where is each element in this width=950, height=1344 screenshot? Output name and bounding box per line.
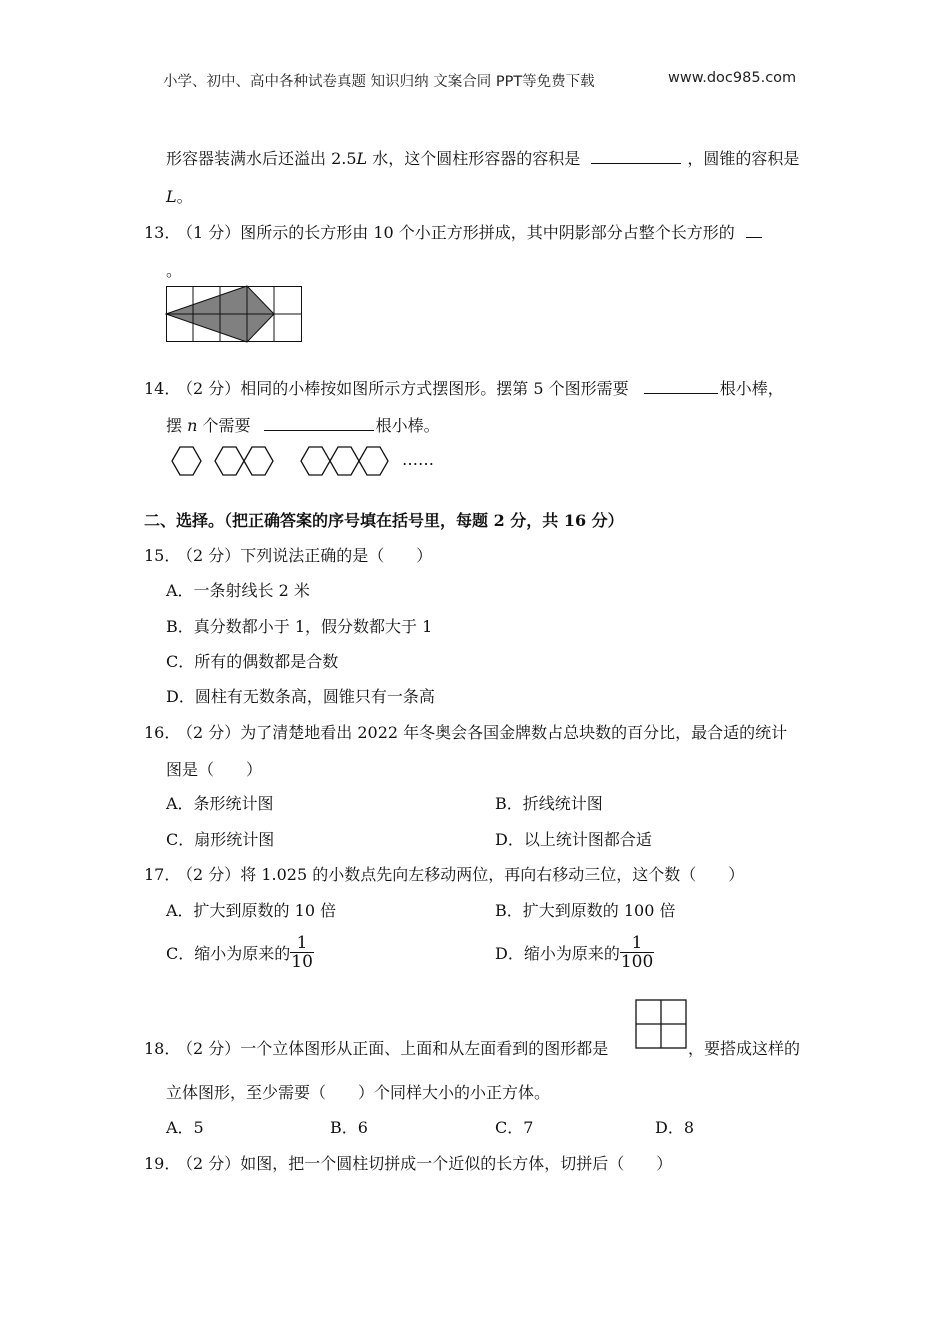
q16-option-b[interactable]: B．折线统计图 — [495, 794, 603, 813]
q12-line2-end: 。 — [176, 187, 193, 206]
q14-line1 — [177, 376, 784, 399]
q17-option-d[interactable] — [495, 934, 654, 971]
q14-answer-blank-2[interactable] — [264, 414, 374, 431]
q14-hexagon-figures — [164, 444, 404, 480]
q15-option-d[interactable]: D．圆柱有无数条高，圆锥只有一条高 — [166, 687, 435, 706]
q17-text: （2 分）将 1.025 的小数点先向左移动两位，再向右移动三位，这个数（ ） — [177, 865, 745, 884]
q17-number: 17． — [144, 865, 181, 884]
q18-option-c[interactable]: C．7 — [495, 1118, 534, 1137]
fraction-denominator: 100 — [620, 952, 654, 972]
q17-option-c-fraction — [290, 934, 314, 971]
q12-answer-blank-1[interactable] — [591, 147, 681, 164]
q18-number: 18． — [144, 1039, 181, 1058]
fraction-numerator: 1 — [620, 934, 654, 953]
q13-question: （1 分）图所示的长方形由 10 个小正方形拼成，其中阴影部分占整个长方形的 — [177, 223, 735, 242]
q17-option-c-text: C．缩小为原来的 — [166, 944, 291, 963]
q19-text: （2 分）如图，把一个圆柱切拼成一个近似的长方体，切拼后（ ） — [177, 1154, 673, 1173]
header-site: www.doc985.com — [668, 70, 797, 86]
header-text: 小学、初中、高中各种试卷真题 知识归纳 文案合同 PPT等免费下载 — [163, 74, 595, 90]
q13-text — [177, 220, 762, 243]
q12-unit-2: L — [166, 187, 177, 206]
q17-option-d-text: D．缩小为原来的 — [495, 944, 620, 963]
q13-line2-end: 。 — [166, 261, 183, 280]
q14-answer-blank-1[interactable] — [644, 377, 718, 394]
q18-option-a[interactable]: A．5 — [166, 1118, 204, 1137]
q13-answer-blank[interactable] — [746, 221, 762, 238]
hexagon-figure-2a — [215, 447, 244, 475]
q13-number: 13． — [144, 223, 181, 242]
q14-line2 — [166, 413, 440, 436]
q17-option-b[interactable]: B．扩大到原数的 100 倍 — [495, 901, 676, 920]
q18-option-b[interactable]: B．6 — [330, 1118, 368, 1137]
q18-square-figure — [635, 999, 687, 1049]
q15-option-c[interactable]: C．所有的偶数都是合数 — [166, 652, 339, 671]
q13-grid-figure — [166, 286, 302, 342]
q17-option-d-fraction — [620, 934, 654, 971]
q14-var-n: n — [187, 416, 198, 435]
q15-number: 15． — [144, 546, 181, 565]
q14-question: （2 分）相同的小棒按如图所示方式摆图形。摆第 5 个图形需要 — [177, 379, 629, 398]
q12-text-c: ，圆锥的容积是 — [687, 149, 800, 168]
q16-number: 16． — [144, 723, 181, 742]
q12-text-b: 水，这个圆柱形容器的容积是 — [367, 149, 581, 168]
q17-option-c[interactable] — [166, 934, 314, 971]
q12-line1 — [166, 146, 799, 169]
fraction-denominator: 10 — [291, 952, 313, 972]
q14-number: 14． — [144, 379, 181, 398]
q18-text-2: 立体图形，至少需要（ ）个同样大小的小正方体。 — [166, 1083, 551, 1102]
q16-option-c[interactable]: C．扇形统计图 — [166, 830, 275, 849]
q12-line2 — [166, 184, 193, 207]
hexagon-figure-3c — [359, 447, 388, 475]
q17-option-a[interactable]: A．扩大到原数的 10 倍 — [166, 901, 337, 920]
q19-number: 19． — [144, 1154, 181, 1173]
hexagon-figure-3a — [301, 447, 330, 475]
q15-text: （2 分）下列说法正确的是（ ） — [177, 546, 433, 565]
q15-option-a[interactable]: A．一条射线长 2 米 — [166, 581, 310, 600]
hexagon-figure-1 — [172, 447, 201, 475]
q14-line2-a: 摆 — [166, 416, 188, 435]
q16-text: （2 分）为了清楚地看出 2022 年冬奥会各国金牌数占总块数的百分比，最合适的统计 — [177, 723, 788, 742]
q18-text-a: （2 分）一个立体图形从正面、上面和从左面看到的图形都是 — [177, 1039, 609, 1058]
q14-text-b: 根小棒， — [719, 379, 784, 398]
q12-text-a: 形容器装满水后还溢出 2.5 — [166, 149, 357, 168]
hexagon-figure-3b — [330, 447, 359, 475]
fraction-numerator: 1 — [290, 934, 314, 953]
q15-option-b[interactable]: B．真分数都小于 1，假分数都大于 1 — [166, 617, 433, 636]
q14-line2-b: 个需要 — [197, 416, 251, 435]
q16-option-a[interactable]: A．条形统计图 — [166, 794, 274, 813]
q14-ellipsis: …… — [402, 450, 434, 469]
q16-text-2: 图是（ ） — [166, 760, 263, 779]
q12-unit: L — [356, 149, 368, 168]
q16-option-d[interactable]: D．以上统计图都合适 — [495, 830, 652, 849]
hexagon-figure-2b — [244, 447, 273, 475]
q14-line2-c: 根小棒。 — [375, 416, 440, 435]
q18-option-d[interactable]: D．8 — [655, 1118, 695, 1137]
section-2-title: 二、选择。（把正确答案的序号填在括号里，每题 2 分，共 16 分） — [144, 511, 624, 530]
q18-text-b: ，要搭成这样的 — [688, 1039, 801, 1058]
